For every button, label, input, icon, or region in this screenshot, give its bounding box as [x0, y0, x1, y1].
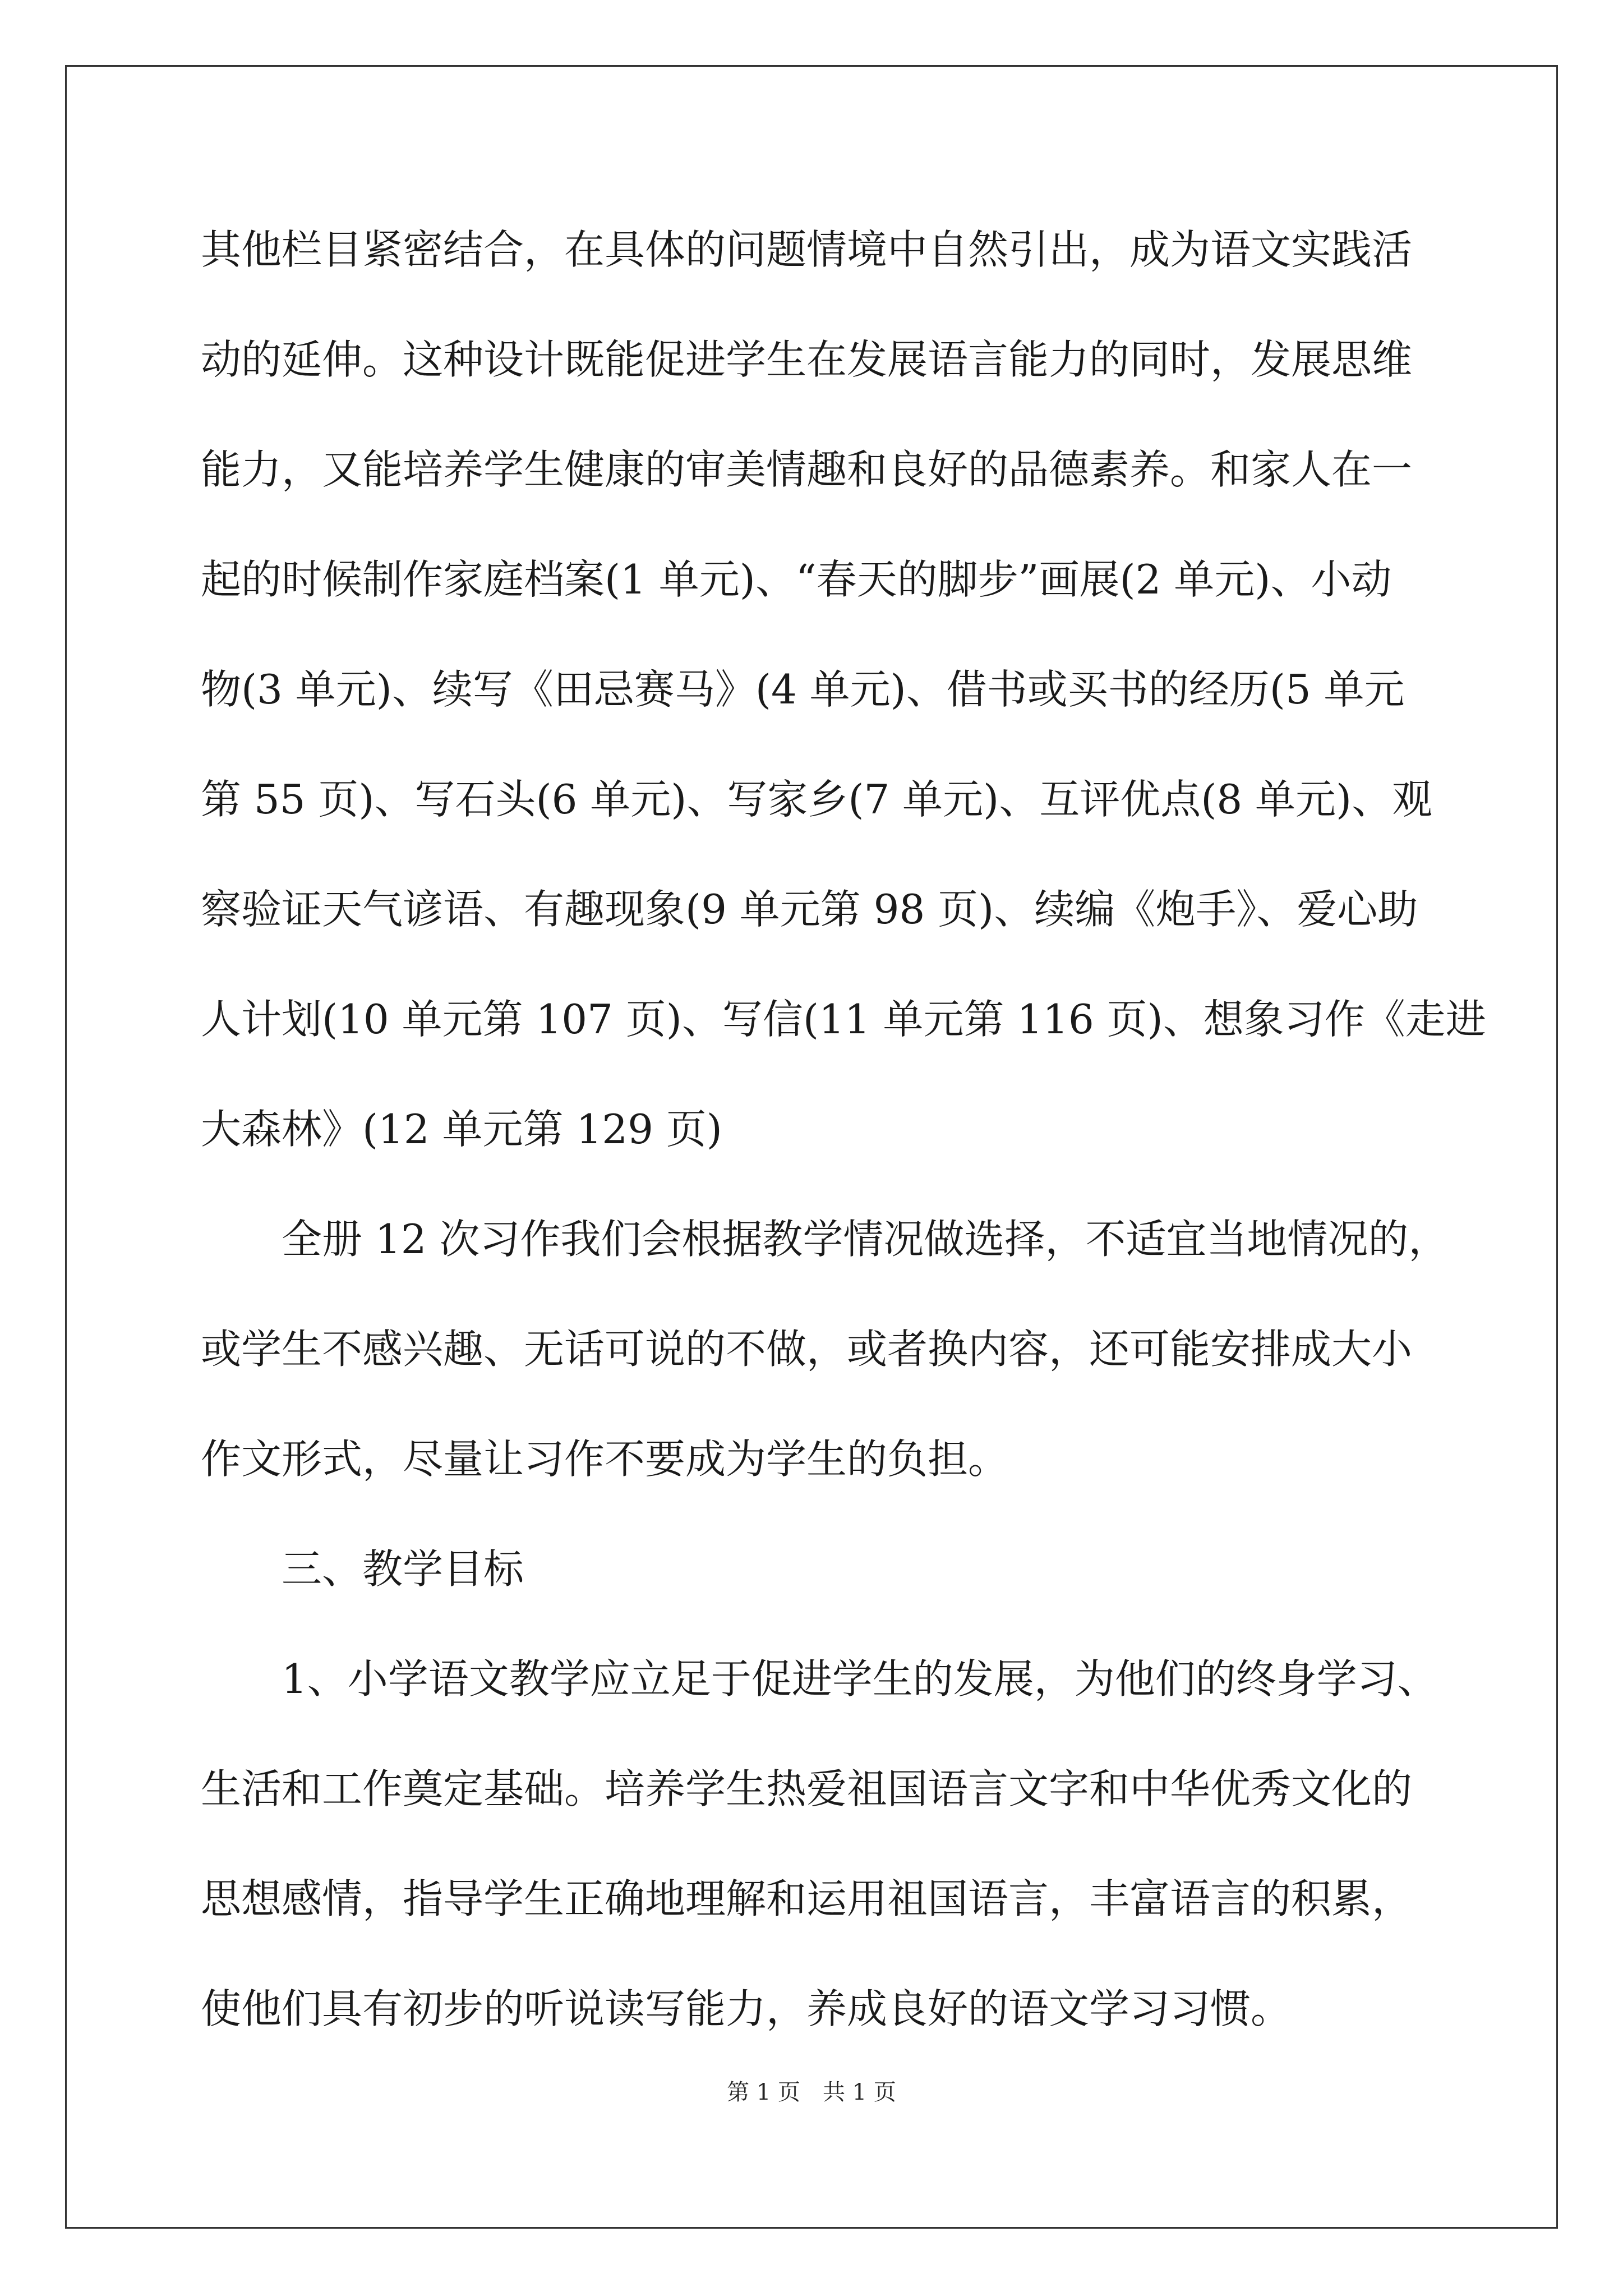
- paragraph-composition-selection: [201, 1208, 1449, 1538]
- text-line: 物(3 单元)、续写《田忌赛马》(4 单元)、借书或买书的经历(5 单元: [201, 666, 1405, 713]
- text-line: 人计划(10 单元第 107 页)、写信(11 单元第 116 页)、想象习作《走进: [201, 996, 1486, 1043]
- text-line: 作文形式，尽量让习作不要成为学生的负担。: [201, 1435, 1009, 1483]
- text-line: 动的延伸。这种设计既能促进学生在发展语言能力的同时，发展思维: [201, 336, 1413, 383]
- text-line: 生活和工作奠定基础。培养学生热爱祖国语言文字和中华优秀文化的: [201, 1765, 1413, 1812]
- document-body: [201, 219, 1486, 2088]
- text-line: 或学生不感兴趣、无话可说的不做，或者换内容，还可能安排成大小: [201, 1326, 1413, 1373]
- paragraph-continuation: [201, 219, 1486, 1208]
- page-total: 共 1 页: [823, 2079, 896, 2105]
- page-footer: [0, 2076, 1623, 2109]
- text-line: 起的时候制作家庭档案(1 单元)、“春天的脚步”画展(2 单元)、小动: [201, 556, 1392, 603]
- section-heading: 三、教学目标: [282, 1545, 524, 1593]
- text-line: 能力，又能培养学生健康的审美情趣和良好的品德素养。和家人在一: [201, 446, 1413, 493]
- text-line: 思想感情，指导学生正确地理解和运用祖国语言，丰富语言的积累，: [201, 1875, 1413, 1922]
- text-line: 察验证天气谚语、有趣现象(9 单元第 98 页)、续编《炮手》、爱心助: [201, 886, 1418, 933]
- text-line: 使他们具有初步的听说读写能力，养成良好的语文学习习惯。: [201, 1985, 1292, 2032]
- text-line: 全册 12 次习作我们会根据教学情况做选择，不适宜当地情况的，: [282, 1216, 1449, 1263]
- text-line: 第 55 页)、写石头(6 单元)、写家乡(7 单元)、互评优点(8 单元)、观: [201, 776, 1433, 823]
- text-line: 1、小学语文教学应立足于促进学生的发展，为他们的终身学习、: [282, 1655, 1438, 1703]
- text-line: 其他栏目紧密结合，在具体的问题情境中自然引出，成为语文实践活: [201, 226, 1413, 273]
- paragraph-teaching-goal-1: [201, 1648, 1438, 2088]
- page-number: 第 1 页: [727, 2079, 800, 2105]
- text-line: 大森林》(12 单元第 129 页): [201, 1106, 722, 1153]
